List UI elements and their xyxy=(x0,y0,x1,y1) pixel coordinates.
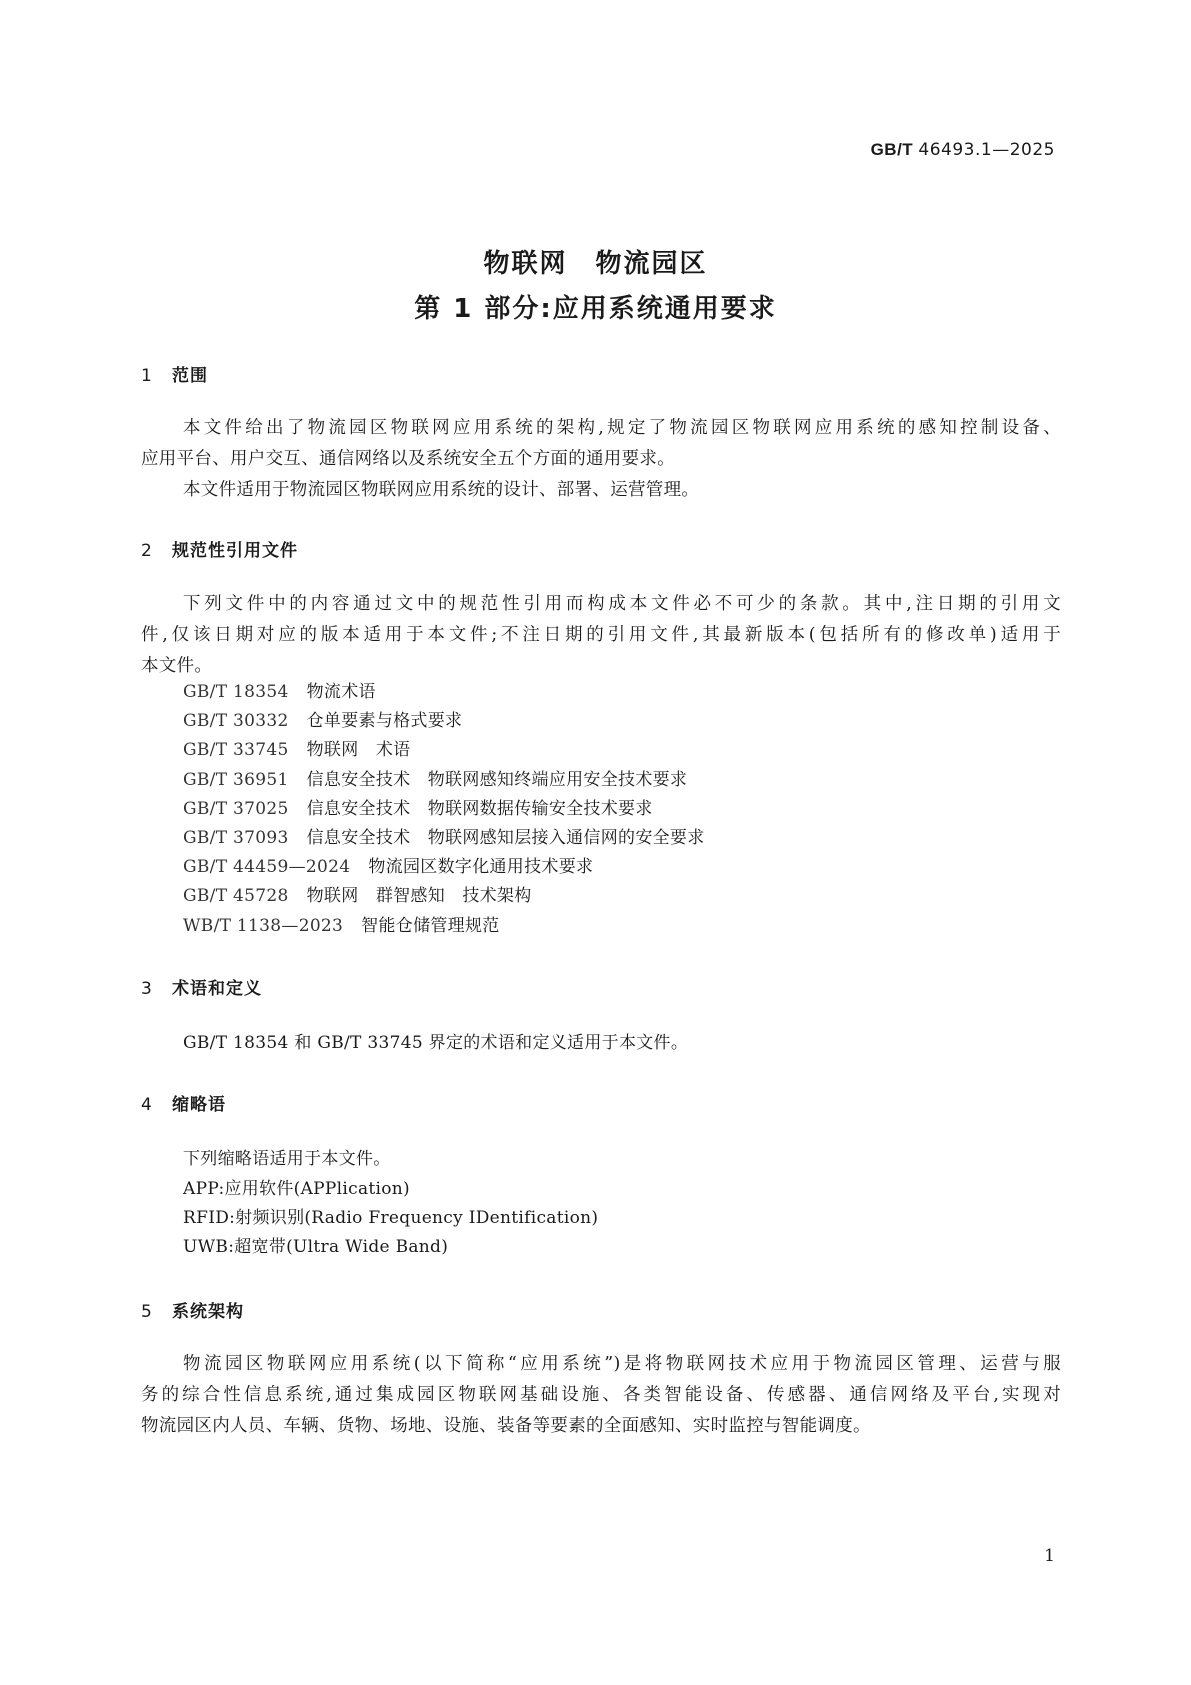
section-5-paragraph-1 xyxy=(141,1349,1061,1442)
paragraph-line: 应用平台、用户交互、通信网络以及系统安全五个方面的通用要求。 xyxy=(141,449,675,469)
reference-title: 仓单要素与格式要求 xyxy=(306,711,463,731)
reference-code: WB/T 1138—2023 xyxy=(183,916,344,936)
paragraph-line: 务的综合性信息系统,通过集成园区物联网基础设施、各类智能设备、传感器、通信网络及平台,实现对 xyxy=(141,1385,1061,1405)
section-1-paragraph-2 xyxy=(141,475,1061,506)
section-1-paragraph-1 xyxy=(141,413,1061,475)
section-2-paragraph-1 xyxy=(141,589,1061,682)
section-title: 术语和定义 xyxy=(172,979,262,999)
abbreviation-item: APP:应用软件(APPlication) xyxy=(183,1179,410,1199)
reference-item xyxy=(183,765,687,796)
paragraph-line: 下列文件中的内容通过文中的规范性引用而构成本文件必不可少的条款。其中,注日期的引用文 xyxy=(183,594,1061,614)
reference-item xyxy=(183,706,462,737)
paragraph-line: 本文件给出了物流园区物联网应用系统的架构,规定了物流园区物联网应用系统的感知控制设备、 xyxy=(183,418,1061,438)
section-number: 1 xyxy=(141,366,153,386)
reference-title: 物流园区数字化通用技术要求 xyxy=(368,857,594,877)
reference-code: GB/T 45728 xyxy=(183,886,289,906)
standard-code xyxy=(871,140,1055,160)
reference-item xyxy=(183,677,376,708)
section-title: 缩略语 xyxy=(172,1095,226,1115)
reference-item xyxy=(183,881,532,912)
reference-title: 信息安全技术 物联网数据传输安全技术要求 xyxy=(306,799,653,819)
paragraph-line: 物流园区物联网应用系统(以下简称“应用系统”)是将物联网技术应用于物流园区管理、运营与服 xyxy=(183,1354,1061,1374)
section-number: 4 xyxy=(141,1095,153,1115)
reference-code: GB/T 37093 xyxy=(183,828,289,848)
section-4-paragraph: 下列缩略语适用于本文件。 xyxy=(183,1149,391,1169)
abbreviation-item: UWB:超宽带(Ultra Wide Band) xyxy=(183,1237,449,1257)
reference-item xyxy=(183,794,653,825)
reference-item xyxy=(183,911,500,942)
reference-item xyxy=(183,735,410,766)
section-1-heading xyxy=(141,361,208,386)
section-3-heading xyxy=(141,974,262,999)
reference-title: 物联网 术语 xyxy=(306,740,411,760)
reference-code: GB/T 37025 xyxy=(183,799,289,819)
section-number: 5 xyxy=(141,1302,153,1322)
reference-code: GB/T 30332 xyxy=(183,711,289,731)
document-title-line-2: 第 1 部分:应用系统通用要求 xyxy=(414,294,777,324)
section-title: 范围 xyxy=(172,366,208,386)
section-3-paragraph: GB/T 18354 和 GB/T 33745 界定的术语和定义适用于本文件。 xyxy=(183,1033,689,1053)
standard-number: 46493.1—2025 xyxy=(918,140,1055,160)
section-2-heading xyxy=(141,536,298,561)
section-4-heading xyxy=(141,1090,226,1115)
reference-item xyxy=(183,852,593,883)
section-title: 规范性引用文件 xyxy=(172,541,298,561)
paragraph-line: 物流园区内人员、车辆、货物、场地、设施、装备等要素的全面感知、实时监控与智能调度。 xyxy=(141,1416,871,1436)
standard-prefix: GB/T xyxy=(870,140,914,159)
reference-title: 物流术语 xyxy=(306,682,376,702)
paragraph-line: 本文件适用于物流园区物联网应用系统的设计、部署、运营管理。 xyxy=(183,480,700,500)
reference-title: 信息安全技术 物联网感知层接入通信网的安全要求 xyxy=(306,828,705,848)
section-title: 系统架构 xyxy=(172,1302,244,1322)
document-title-line-1: 物联网 物流园区 xyxy=(483,249,708,279)
reference-title: 物联网 群智感知 技术架构 xyxy=(306,886,532,906)
section-number: 2 xyxy=(141,541,153,561)
paragraph-line: 本文件。 xyxy=(141,656,213,676)
page-number: 1 xyxy=(1044,1546,1055,1566)
reference-code: GB/T 44459—2024 xyxy=(183,857,351,877)
section-5-heading xyxy=(141,1297,244,1322)
abbreviation-item: RFID:射频识别(Radio Frequency IDentification) xyxy=(183,1208,599,1228)
paragraph-line: 件,仅该日期对应的版本适用于本文件;不注日期的引用文件,其最新版本(包括所有的修改单)适用于 xyxy=(141,625,1061,645)
reference-code: GB/T 33745 xyxy=(183,740,289,760)
section-number: 3 xyxy=(141,979,153,999)
reference-code: GB/T 36951 xyxy=(183,770,289,790)
reference-item xyxy=(183,823,705,854)
reference-code: GB/T 18354 xyxy=(183,682,289,702)
reference-title: 信息安全技术 物联网感知终端应用安全技术要求 xyxy=(306,770,688,790)
reference-title: 智能仓储管理规范 xyxy=(361,916,500,936)
